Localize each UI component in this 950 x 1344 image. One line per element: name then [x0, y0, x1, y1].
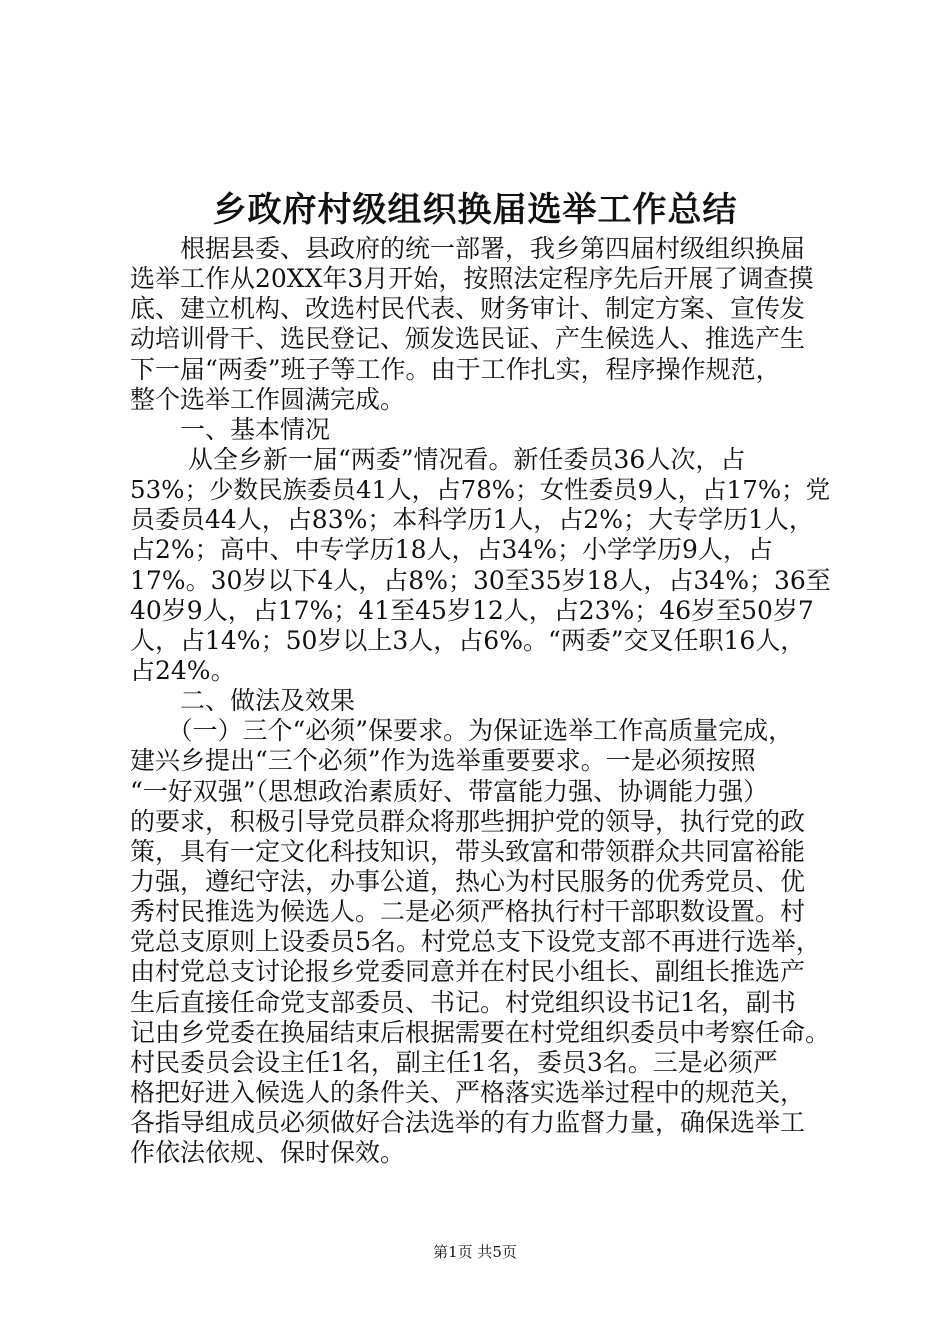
text-line: 17%。30岁以下4人，占8%；30至35岁18人，占34%；36至	[130, 565, 831, 595]
text-line: 各指导组成员必须做好合法选举的有力监督力量，确保选举工	[130, 1108, 806, 1138]
text-line: 生后直接任命党支部委员、书记。村党组织设书记1名，副书	[130, 987, 796, 1017]
text-line: 下一届“两委”班子等工作。由于工作扎实，程序操作规范，	[130, 354, 781, 384]
text-line: 动培训骨干、选民登记、颁发选民证、产生候选人、推选产生	[130, 324, 806, 354]
text-line: 员委员44人，占83%；本科学历1人，占2%；大专学历1人，	[130, 505, 814, 535]
text-line: 党总支原则上设委员5名。村党总支下设党支部不再进行选举，	[130, 927, 821, 957]
text-line: 底、建立机构、改选村民代表、财务审计、制定方案、宣传发	[130, 294, 806, 324]
text-line: 整个选举工作圆满完成。	[130, 384, 406, 414]
text-line: 选举工作从20XX年3月开始，按照法定程序先后开展了调查摸	[130, 264, 814, 294]
text-line: 53%；少数民族委员41人，占78%；女性委员9人，占17%；党	[130, 475, 831, 505]
text-line: 一、基本情况	[130, 414, 331, 444]
text-line: 建兴乡提出“三个必须”作为选举重要要求。一是必须按照	[130, 746, 756, 776]
text-line: 秀村民推选为候选人。二是必须严格执行村干部职数设置。村	[130, 897, 806, 927]
text-line: 占24%。	[130, 655, 236, 685]
text-line: （一）三个“必须”保要求。为保证选举工作高质量完成，	[130, 716, 794, 746]
text-line: 作依法依规、保时保效。	[130, 1138, 406, 1168]
text-line: 格把好进入候选人的条件关、严格落实选举过程中的规范关，	[130, 1077, 806, 1107]
text-line: 根据县委、县政府的统一部署，我乡第四届村级组织换届	[130, 234, 806, 263]
text-line: 40岁9人，占17%；41至45岁12人，占23%；46岁至50岁7	[130, 595, 814, 625]
text-line: 村民委员会设主任1名，副主任1名，委员3名。三是必须严	[130, 1047, 778, 1077]
page-footer: 第1页 共5页	[433, 1243, 517, 1261]
text-line: 人，占14%；50岁以上3人，占6%。“两委”交叉任职16人，	[130, 625, 806, 655]
text-line: 记由乡党委在换届结束后根据需要在村党组织委员中考察任命。	[130, 1017, 831, 1047]
text-line: 由村党总支讨论报乡党委同意并在村民小组长、副组长推选产	[130, 957, 806, 987]
text-line: 的要求，积极引导党员群众将那些拥护党的领导，执行党的政	[130, 806, 806, 836]
document-body	[130, 234, 835, 1168]
text-line: 二、做法及效果	[130, 686, 356, 716]
text-line: 占2%；高中、中专学历18人，占34%；小学学历9人，占	[130, 535, 773, 565]
text-line: 力强，遵纪守法，办事公道，热心为村民服务的优秀党员、优	[130, 866, 806, 896]
document-title: 乡政府村级组织换届选举工作总结	[212, 190, 738, 230]
text-line: 从全乡新一届“两委”情况看。新任委员36人次，占	[130, 444, 746, 474]
text-line: “一好双强”（思想政治素质好、带富能力强、协调能力强）	[130, 776, 769, 806]
text-line: 策，具有一定文化科技知识，带头致富和带领群众共同富裕能	[130, 836, 806, 866]
